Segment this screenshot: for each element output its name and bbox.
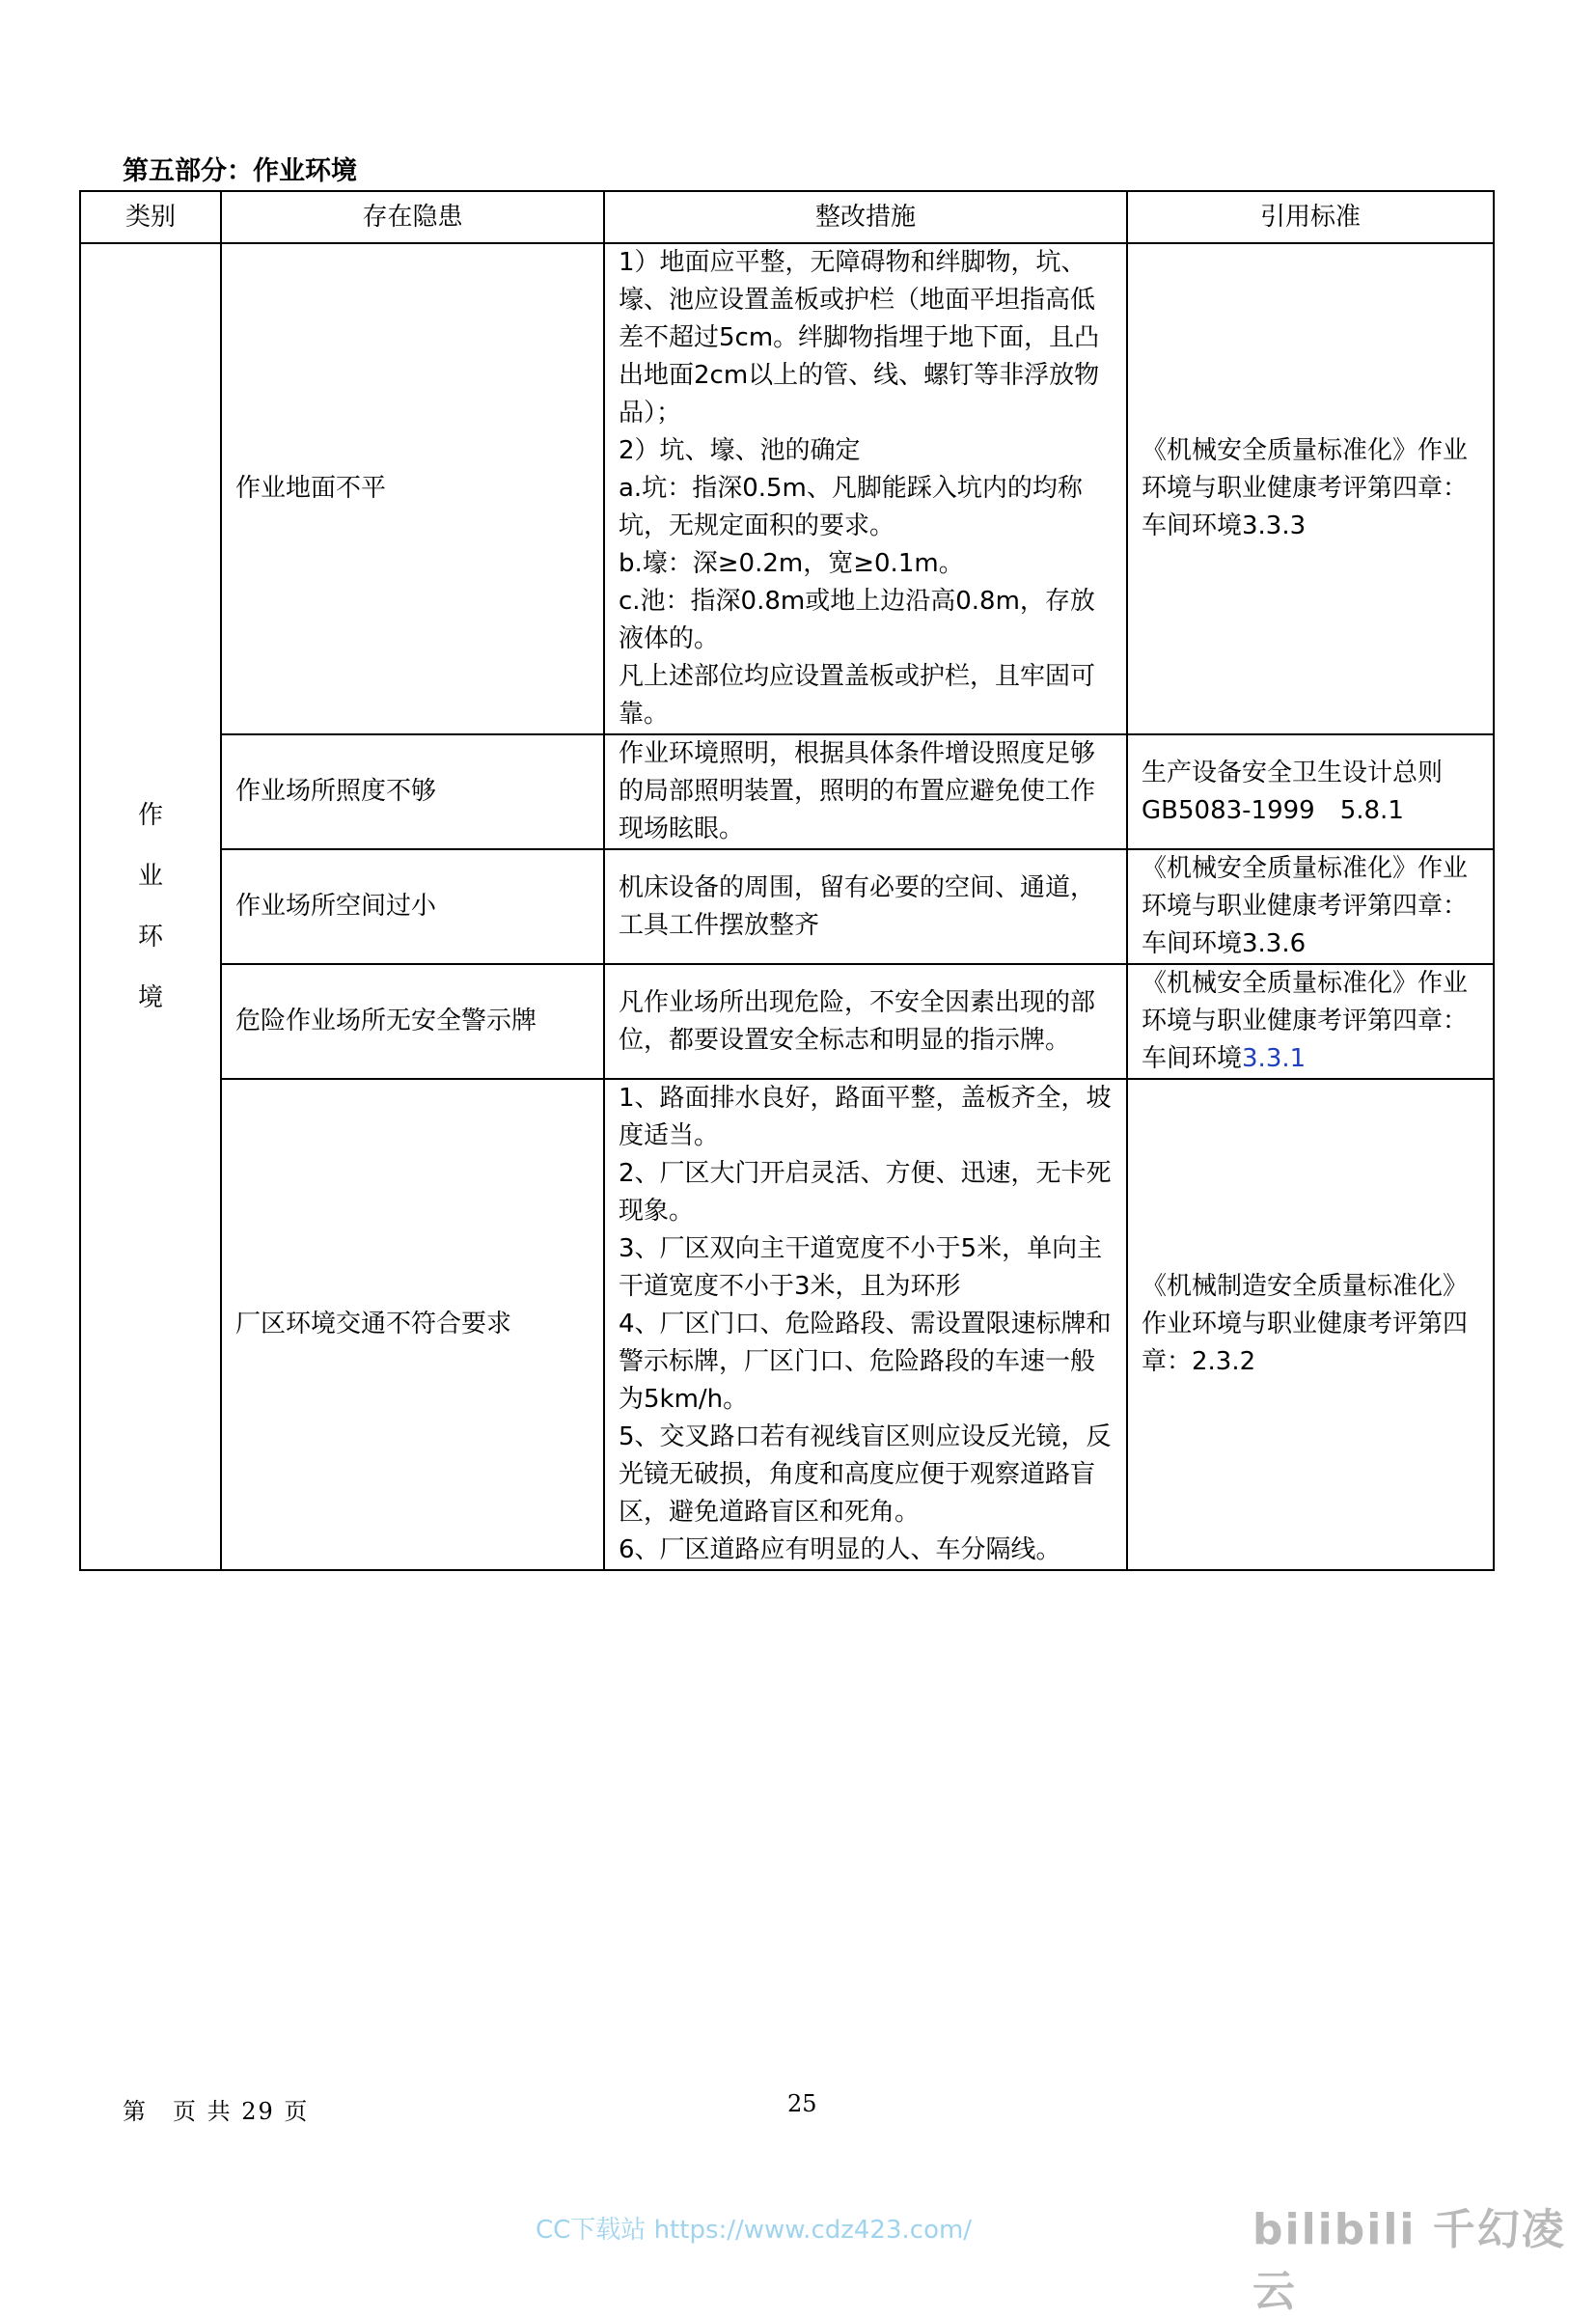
fix-line: 2）坑、壕、池的确定 — [619, 436, 861, 465]
category-cell — [80, 243, 221, 1570]
header-ref: 引用标准 — [1127, 191, 1494, 243]
fix-line: 6、厂区道路应有明显的人、车分隔线。 — [619, 1535, 1061, 1564]
fix-line: c.池：指深0.8m或地上边沿高0.8m，存放液体的。 — [619, 587, 1095, 653]
ref-text: 《机械安全质量标准化》作业环境与职业健康考评第四章：车间环境 — [1142, 969, 1469, 1073]
hazard-cell: 作业场所空间过小 — [221, 849, 604, 964]
category-char: 环 — [137, 922, 163, 952]
category-char: 业 — [137, 861, 163, 891]
table-row — [80, 849, 1494, 964]
fix-cell — [604, 849, 1127, 964]
ref-cell — [1127, 964, 1494, 1079]
header-fix: 整改措施 — [604, 191, 1127, 243]
header-hazard: 存在隐患 — [221, 191, 604, 243]
footer-page-count: 第 页 共 29 页 — [123, 2098, 310, 2125]
fix-cell — [604, 243, 1127, 734]
category-char: 作 — [137, 800, 163, 830]
fix-line: 1、路面排水良好，路面平整，盖板齐全，坡度适当。 — [619, 1084, 1112, 1150]
fix-line: 机床设备的周围，留有必要的空间、通道，工具工件摆放整齐 — [619, 872, 1096, 940]
fix-cell — [604, 964, 1127, 1079]
table-header-row — [80, 191, 1494, 243]
fix-cell — [604, 1079, 1127, 1570]
header-category: 类别 — [80, 191, 221, 243]
fix-line: 凡上述部位均应设置盖板或护栏，且牢固可靠。 — [619, 662, 1096, 729]
ref-cell: 《机械安全质量标准化》作业环境与职业健康考评第四章：车间环境3.3.6 — [1127, 849, 1494, 964]
category-char: 境 — [137, 982, 163, 1012]
ref-cell: 《机械制造安全质量标准化》作业环境与职业健康考评第四章：2.3.2 — [1127, 1079, 1494, 1570]
hazard-table — [79, 190, 1495, 1571]
fix-line: 4、厂区门口、危险路段、需设置限速标牌和警示标牌，厂区门口、危险路段的车速一般为5km/h。 — [619, 1310, 1112, 1414]
fix-line: 5、交叉路口若有视线盲区则应设反光镜，反光镜无破损，角度和高度应便于观察道路盲区，避免道路盲区和死角。 — [619, 1422, 1112, 1527]
watermark-url: CC下载站 https://www.cdz423.com/ — [536, 2216, 973, 2245]
fix-line: 2、厂区大门开启灵活、方便、迅速，无卡死现象。 — [619, 1159, 1112, 1226]
footer-page-number: 25 — [787, 2090, 817, 2117]
hazard-cell: 作业地面不平 — [221, 243, 604, 734]
table-row — [80, 243, 1494, 734]
fix-line: a.坑：指深0.5m、凡脚能踩入坑内的均称坑，无规定面积的要求。 — [619, 474, 1083, 540]
watermark-logo: bilibili 千幻凌云 — [1252, 2205, 1566, 2316]
ref-cell: 生产设备安全卫生设计总则GB5083-1999 5.8.1 — [1127, 734, 1494, 849]
hazard-cell: 危险作业场所无安全警示牌 — [221, 964, 604, 1079]
hazard-cell: 作业场所照度不够 — [221, 734, 604, 849]
fix-line: 凡作业场所出现危险，不安全因素出现的部位，都要设置安全标志和明显的指示牌。 — [619, 987, 1096, 1055]
section-title: 第五部分：作业环境 — [123, 156, 357, 186]
table-row — [80, 1079, 1494, 1570]
fix-cell — [604, 734, 1127, 849]
fix-line: b.壕：深≥0.2m，宽≥0.1m。 — [619, 549, 964, 578]
hazard-cell: 厂区环境交通不符合要求 — [221, 1079, 604, 1570]
table-row — [80, 964, 1494, 1079]
fix-line: 作业环境照明，根据具体条件增设照度足够的局部照明装置，照明的布置应避免使工作现场眩眼。 — [619, 739, 1096, 843]
fix-line: 1）地面应平整，无障碍物和绊脚物，坑、壕、池应设置盖板或护栏（地面平坦指高低差不超过5cm。绊脚物指埋于地下面，且凸出地面2cm以上的管、线、螺钉等非浮放物品）； — [619, 248, 1100, 428]
fix-line: 3、厂区双向主干道宽度不小于5米，单向主干道宽度不小于3米，且为环形 — [619, 1234, 1103, 1301]
ref-cell: 《机械安全质量标准化》作业环境与职业健康考评第四章：车间环境3.3.3 — [1127, 243, 1494, 734]
ref-link[interactable]: 3.3.1 — [1242, 1044, 1307, 1073]
table-row — [80, 734, 1494, 849]
